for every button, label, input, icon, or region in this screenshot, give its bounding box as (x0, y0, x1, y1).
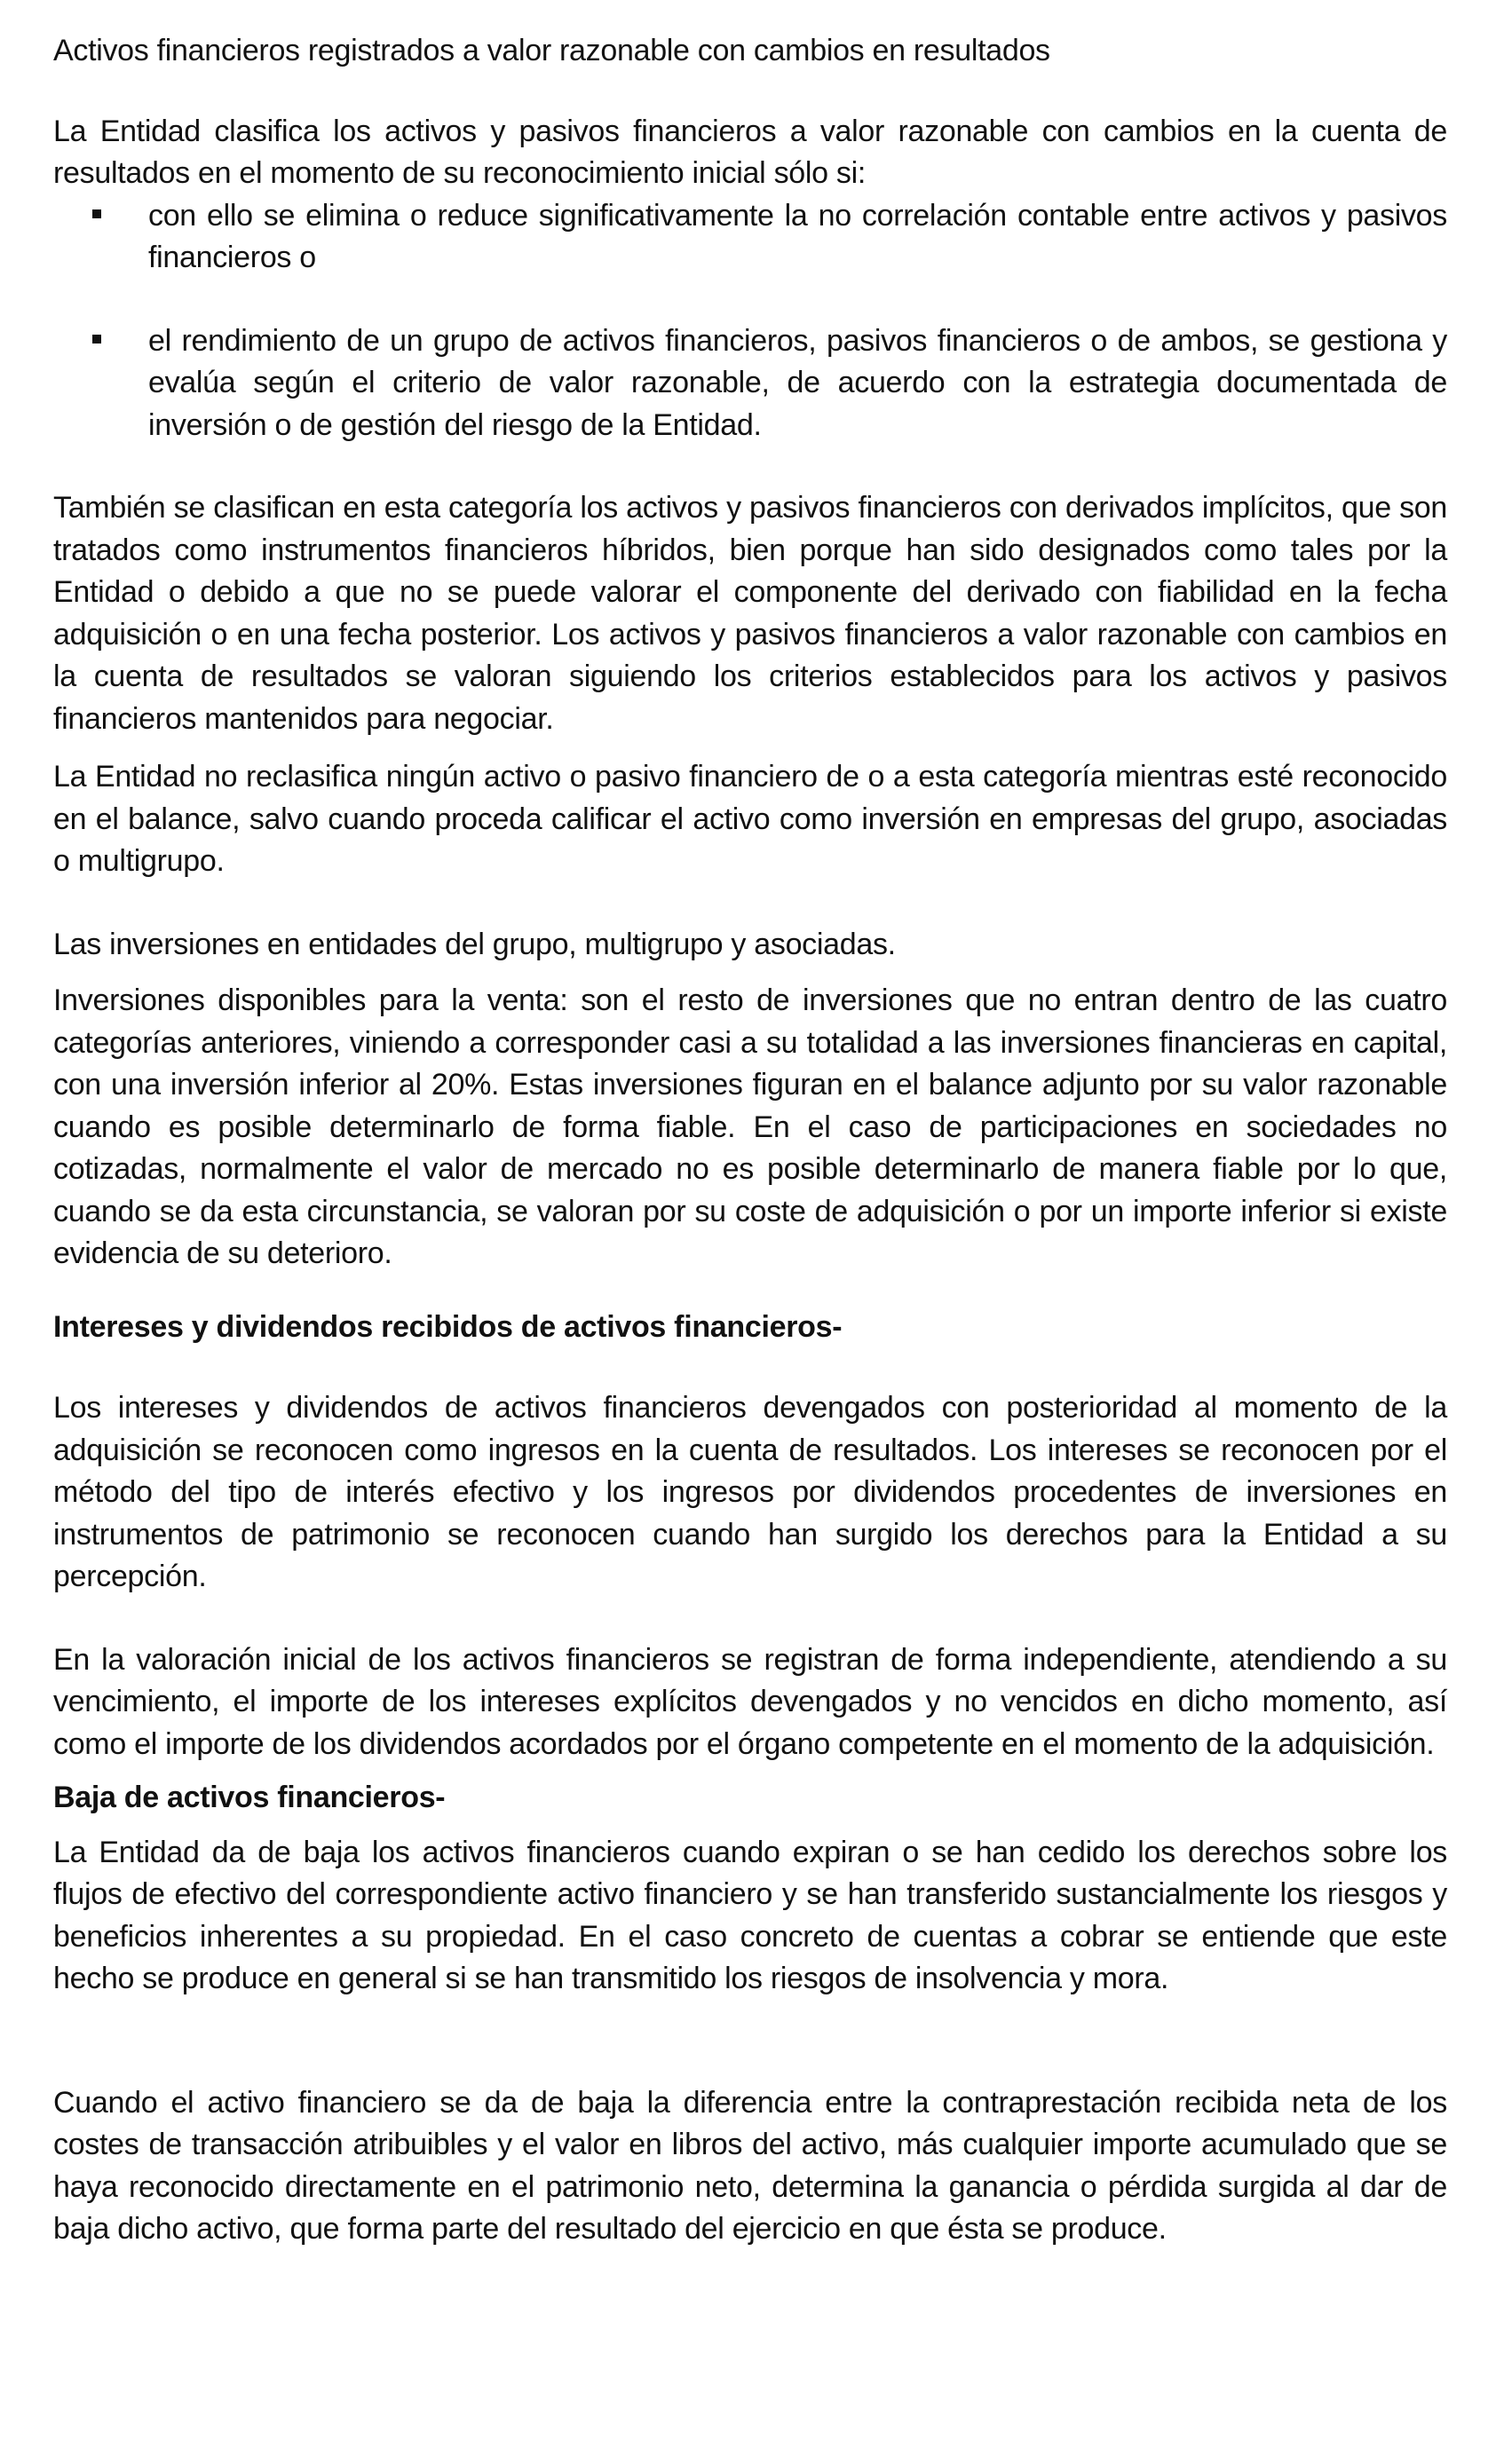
section-heading-derecognition: Baja de activos financieros- (53, 1781, 446, 1814)
paragraph-group-investments: Las inversiones en entidades del grupo, multigrupo y asociadas. (53, 927, 896, 961)
paragraph-classification: La Entidad clasifica los activos y pasivos financieros a valor razonable con cambios en la cuenta de resultados en el momento de su reconocimiento inicial sólo si: (53, 114, 1447, 190)
paragraph-derecognition-gain-loss: Cuando el activo financiero se da de baja la diferencia entre la contraprestación recibida neta de los costes de transacción atribuibles y el valor en libros del activo, más cualquier importe acumulado que se haya reconocido directamente en el patrimonio neto, determina la ganancia o pérdida surgida al dar de baja dicho activo, que forma parte del resultado del ejercicio en que ésta se produce. (53, 2085, 1447, 2246)
section-heading-fair-value: Activos financieros registrados a valor razonable con cambios en resultados (53, 34, 1050, 67)
bullet-item (53, 320, 1447, 447)
bullet-text: con ello se elimina o reduce significativamente la no correlación contable entre activos y pasivos financieros o (148, 198, 1447, 274)
paragraph-available-for-sale: Inversiones disponibles para la venta: son el resto de inversiones que no entran dentro de las cuatro categorías anteriores, viniendo a corresponder casi a su totalidad a las inversiones financieras en capital, con una inversión inferior al 20%. Estas inversiones figuran en el balance adjunto por su valor razonable cuando es posible determinarlo de forma fiable. En el caso de participaciones en sociedades no cotizadas, normalmente el valor de mercado no es posible determinarlo de manera fiable por lo que, cuando se da esta circunstancia, se valoran por su coste de adquisición o por un importe inferior si existe evidencia de su deterioro. (53, 983, 1447, 1270)
section-heading-interest-dividends: Intereses y dividendos recibidos de activos financieros- (53, 1309, 843, 1344)
paragraph-embedded-derivatives: También se clasifican en esta categoría los activos y pasivos financieros con derivados implícitos, que son tratados como instrumentos financieros híbridos, bien porque han sido designados como tales por la Entidad o debido a que no se puede valorar el componente del derivado con fiabilidad en la fecha adquisición o en una fecha posterior. Los activos y pasivos financieros a valor razonable con cambios en la cuenta de resultados se valoran siguiendo los criterios establecidos para los activos y pasivos financieros mantenidos para negociar. (53, 491, 1447, 736)
bullet-text: el rendimiento de un grupo de activos financieros, pasivos financieros o de ambos, se gestiona y evalúa según el criterio de valor razonable, de acuerdo con la estrategia documentada de inversión o de gestión del riesgo de la Entidad. (148, 323, 1447, 442)
bullet-square-icon (92, 335, 101, 344)
paragraph-reclassification: La Entidad no reclasifica ningún activo o pasivo financiero de o a esta categoría mientras esté reconocido en el balance, salvo cuando proceda calificar el activo como inversión en empresas del grupo, asociadas o multigrupo. (53, 760, 1447, 878)
paragraph-initial-valuation: En la valoración inicial de los activos financieros se registran de forma independiente, atendiendo a su vencimiento, el importe de los intereses explícitos devengados y no vencidos en dicho momento, así como el importe de los dividendos acordados por el órgano competente en el momento de la adquisición. (53, 1642, 1447, 1761)
paragraph-derecognition-criteria: La Entidad da de baja los activos financieros cuando expiran o se han cedido los derechos sobre los flujos de efectivo del correspondiente activo financiero y se han transferido sustancialmente los riesgos y beneficios inherentes a su propiedad. En el caso concreto de cuentas a cobrar se entiende que este hecho se produce en general si se han transmitido los riesgos de insolvencia y mora. (53, 1835, 1447, 1995)
paragraph-interest-recognition: Los intereses y dividendos de activos financieros devengados con posterioridad al momento de la adquisición se reconocen como ingresos en la cuenta de resultados. Los intereses se reconocen por el método del tipo de interés efectivo y los ingresos por dividendos procedentes de inversiones en instrumentos de patrimonio se reconocen cuando han surgido los derechos para la Entidad a su percepción. (53, 1391, 1447, 1593)
bullet-item (53, 195, 1447, 280)
document-page (53, 30, 1447, 2251)
bullet-list (53, 195, 1447, 447)
bullet-square-icon (92, 209, 101, 218)
